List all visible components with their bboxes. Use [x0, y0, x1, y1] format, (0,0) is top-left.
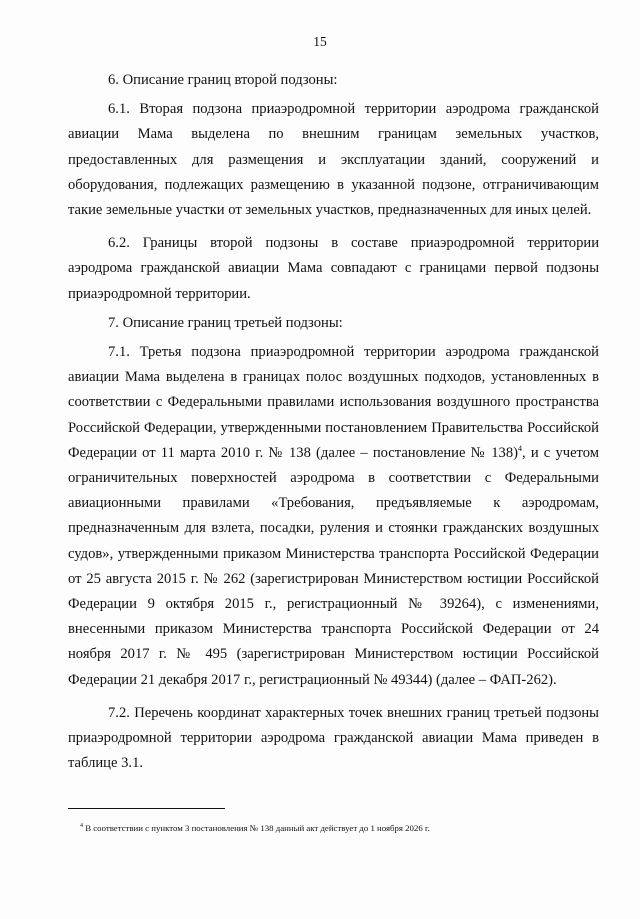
paragraph-7-1-text-before-note: 7.1. Третья подзона приаэродромной территории аэродрома гражданской авиации Мама выделена в границах полос воздушных подходов, установленных в соответствии с Федеральными правилами использования воздушного пространства Российской Федерации, утвержденными постановлением Правительства Российской Федерации от 11 марта 2010 г. № 138 (далее – постановление № 138) [68, 344, 599, 461]
paragraph-7-1-text-after-note: , и с учетом ограничительных поверхностей аэродрома в соответствии с Федеральными авиационными правилами «Требования, предъявляемые к аэродромам, предназначенным для взлета, посадки, руления и стоянки гражданских воздушных судов», утвержденными приказом Министерства транспорта Российской Федерации от 25 августа 2015 г. № 262 (зарегистрирован Министерством юстиции Российской Федерации 9 октября 2015 г., регистрационный № 39264), с изменениями, внесенными приказом Министерства транспорта Российской Федерации от 24 ноября 2017 г. № 495 (зарегистрирован Министерством юстиции Российской Федерации 21 декабря 2017 г., регистрационный № 49344) (далее – ФАП-262). [68, 444, 599, 688]
paragraph-6-1: 6.1. Вторая подзона приаэродромной территории аэродрома гражданской авиации Мама выделена по внешним границам земельных участков, предоставленных для размещения и эксплуатации зданий, сооружений и оборудования, подлежащих размещению в указанной подзоне, отграничивающим такие земельные участки от земельных участков, предназначенных для иных целей. [68, 101, 599, 219]
paragraph-7-2: 7.2. Перечень координат характерных точек внешних границ третьей подзоны приаэродромной территории аэродрома гражданской авиации Мама приведен в таблице 3.1. [68, 704, 599, 772]
section-6-heading: 6. Описание границ второй подзоны: [108, 72, 338, 88]
footnote-reference-marker: 4 [518, 443, 522, 453]
paragraph-7-1 [68, 340, 599, 693]
paragraph-6-2: 6.2. Границы второй подзоны в составе приаэродромной территории аэродрома гражданской авиации Мама совпадают с границами первой подзоны приаэродромной территории. [68, 235, 599, 302]
document-body [68, 68, 599, 776]
footnote-marker: 4 [80, 823, 83, 830]
footnote [80, 822, 430, 834]
section-7-heading: 7. Описание границ третьей подзоны: [108, 314, 343, 331]
page-number: 15 [313, 34, 327, 49]
footnote-text: В соответствии с пунктом 3 постановления № 138 данный акт действует до 1 ноября 2026 г. [83, 823, 430, 833]
footnote-separator [68, 808, 225, 809]
